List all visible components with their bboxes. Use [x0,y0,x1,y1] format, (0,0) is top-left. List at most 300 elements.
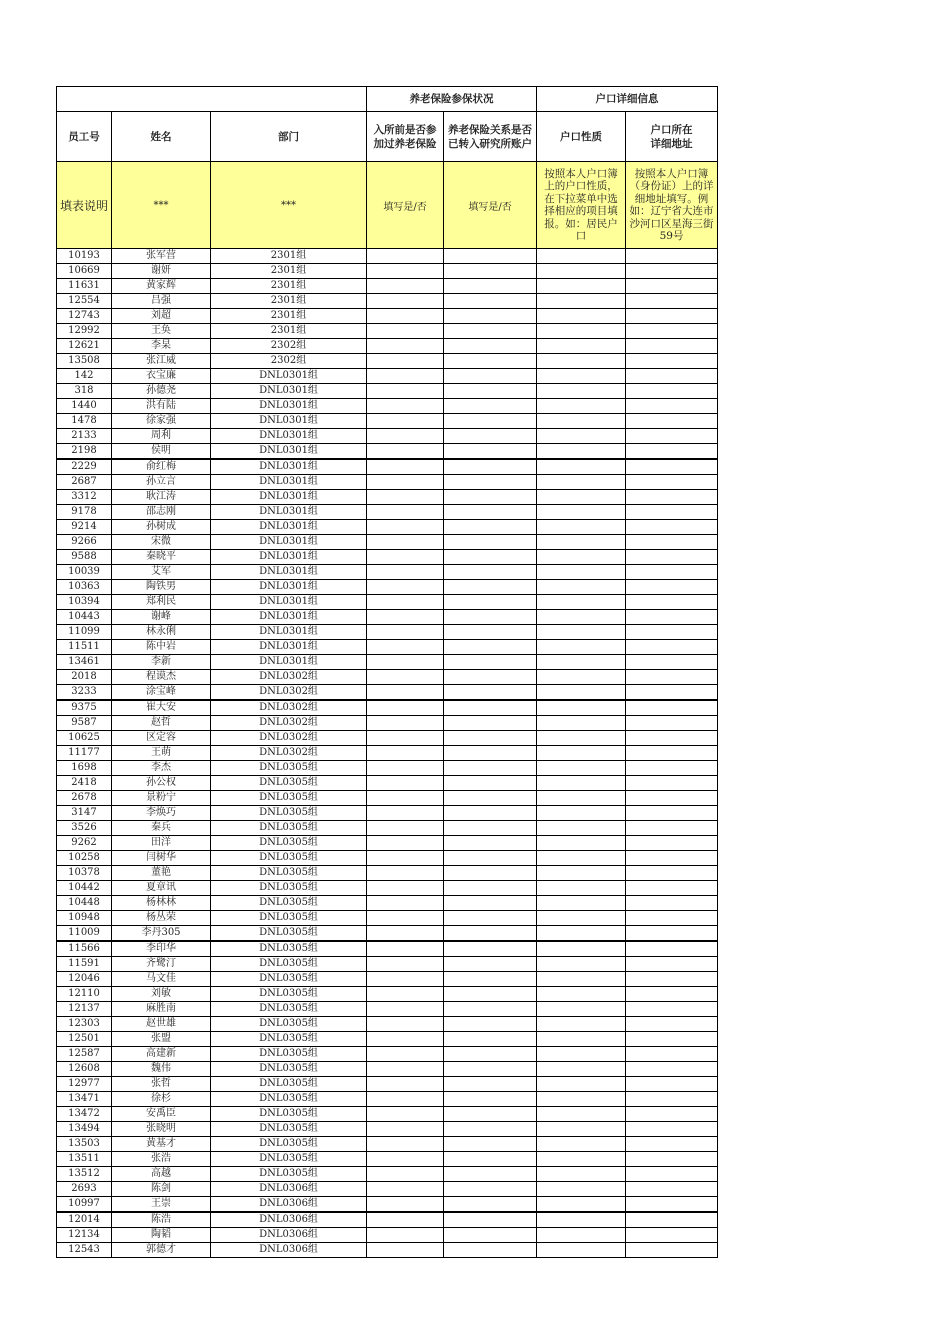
pension-before-cell[interactable] [367,535,444,550]
hukou-address-cell[interactable] [626,1137,718,1152]
hukou-address-cell[interactable] [626,685,718,701]
pension-before-cell[interactable] [367,294,444,309]
hukou-address-cell[interactable] [626,1002,718,1017]
pension-before-cell[interactable] [367,1092,444,1107]
pension-transfer-cell[interactable] [444,324,537,339]
pension-transfer-cell[interactable] [444,580,537,595]
dept-cell[interactable]: DNL0301组 [211,550,367,565]
hukou-address-cell[interactable] [626,911,718,926]
name-cell[interactable]: 张江威 [112,354,211,369]
dept-cell[interactable]: DNL0305组 [211,1107,367,1122]
pension-transfer-cell[interactable] [444,505,537,520]
hukou-type-cell[interactable] [537,475,626,490]
name-cell[interactable]: 侯明 [112,444,211,460]
name-cell[interactable]: 李杰 [112,761,211,776]
dept-cell[interactable]: 2302组 [211,354,367,369]
dept-cell[interactable]: 2301组 [211,294,367,309]
pension-transfer-cell[interactable] [444,444,537,460]
hukou-address-cell[interactable] [626,610,718,625]
name-cell[interactable]: 谢妍 [112,264,211,279]
hukou-address-cell[interactable] [626,1092,718,1107]
hukou-address-cell[interactable] [626,294,718,309]
hukou-address-cell[interactable] [626,490,718,505]
id-cell[interactable]: 12014 [57,1212,112,1228]
hukou-type-cell[interactable] [537,1032,626,1047]
name-cell[interactable]: 程谟杰 [112,670,211,685]
id-cell[interactable]: 9178 [57,505,112,520]
pension-before-cell[interactable] [367,249,444,264]
pension-before-cell[interactable] [367,941,444,957]
hukou-address-cell[interactable] [626,761,718,776]
hukou-type-cell[interactable] [537,821,626,836]
dept-cell[interactable]: DNL0305组 [211,791,367,806]
pension-before-cell[interactable] [367,957,444,972]
pension-before-cell[interactable] [367,1228,444,1243]
hukou-type-cell[interactable] [537,625,626,640]
hukou-type-cell[interactable] [537,399,626,414]
pension-before-cell[interactable] [367,1032,444,1047]
dept-cell[interactable]: DNL0301组 [211,369,367,384]
pension-before-cell[interactable] [367,279,444,294]
hukou-address-cell[interactable] [626,459,718,475]
hukou-type-cell[interactable] [537,1107,626,1122]
hukou-type-cell[interactable] [537,881,626,896]
hukou-type-cell[interactable] [537,1197,626,1213]
id-cell[interactable]: 11009 [57,926,112,942]
dept-cell[interactable]: DNL0301组 [211,580,367,595]
id-cell[interactable]: 2229 [57,459,112,475]
hukou-type-cell[interactable] [537,505,626,520]
pension-before-cell[interactable] [367,806,444,821]
hukou-type-cell[interactable] [537,1137,626,1152]
id-cell[interactable]: 9214 [57,520,112,535]
dept-cell[interactable]: DNL0301组 [211,384,367,399]
id-cell[interactable]: 10948 [57,911,112,926]
name-cell[interactable]: 徐家强 [112,414,211,429]
hukou-address-cell[interactable] [626,339,718,354]
pension-transfer-cell[interactable] [444,264,537,279]
pension-before-cell[interactable] [367,475,444,490]
hukou-address-cell[interactable] [626,1017,718,1032]
hukou-address-cell[interactable] [626,1152,718,1167]
pension-transfer-cell[interactable] [444,685,537,701]
hukou-type-cell[interactable] [537,1077,626,1092]
name-cell[interactable]: 秦晓平 [112,550,211,565]
pension-transfer-cell[interactable] [444,520,537,535]
pension-before-cell[interactable] [367,429,444,444]
id-cell[interactable]: 12587 [57,1047,112,1062]
name-cell[interactable]: 张军营 [112,249,211,264]
dept-cell[interactable]: DNL0301组 [211,459,367,475]
hukou-type-cell[interactable] [537,972,626,987]
pension-before-cell[interactable] [367,595,444,610]
id-cell[interactable]: 3233 [57,685,112,701]
dept-cell[interactable]: DNL0306组 [211,1243,367,1258]
hukou-type-cell[interactable] [537,565,626,580]
dept-cell[interactable]: DNL0302组 [211,670,367,685]
pension-transfer-cell[interactable] [444,700,537,716]
pension-transfer-cell[interactable] [444,1243,537,1258]
name-cell[interactable]: 崔大安 [112,700,211,716]
header-hukou-group[interactable]: 户口详细信息 [537,87,718,112]
id-cell[interactable]: 3526 [57,821,112,836]
pension-transfer-cell[interactable] [444,294,537,309]
dept-cell[interactable]: DNL0305组 [211,806,367,821]
id-cell[interactable]: 12110 [57,987,112,1002]
name-cell[interactable]: 景粉宁 [112,791,211,806]
hukou-address-cell[interactable] [626,550,718,565]
hukou-address-cell[interactable] [626,384,718,399]
hukou-address-cell[interactable] [626,595,718,610]
id-cell[interactable]: 10442 [57,881,112,896]
hukou-type-cell[interactable] [537,369,626,384]
pension-before-cell[interactable] [367,1167,444,1182]
pension-transfer-cell[interactable] [444,459,537,475]
name-cell[interactable]: 陈中岩 [112,640,211,655]
header-pension-before[interactable] [367,112,444,162]
hukou-type-cell[interactable] [537,1182,626,1197]
hukou-address-cell[interactable] [626,640,718,655]
id-cell[interactable]: 2418 [57,776,112,791]
pension-transfer-cell[interactable] [444,716,537,731]
instructions-pension-transfer[interactable]: 填写是/否 [444,162,537,249]
pension-transfer-cell[interactable] [444,354,537,369]
name-cell[interactable]: 陈剑 [112,1182,211,1197]
dept-cell[interactable]: DNL0301组 [211,429,367,444]
id-cell[interactable]: 10669 [57,264,112,279]
name-cell[interactable]: 杨林林 [112,896,211,911]
id-cell[interactable]: 2198 [57,444,112,460]
dept-cell[interactable]: DNL0301组 [211,475,367,490]
pension-before-cell[interactable] [367,716,444,731]
id-cell[interactable]: 12743 [57,309,112,324]
dept-cell[interactable]: DNL0305组 [211,1032,367,1047]
dept-cell[interactable]: 2301组 [211,324,367,339]
id-cell[interactable]: 12303 [57,1017,112,1032]
pension-transfer-cell[interactable] [444,1212,537,1228]
pension-before-cell[interactable] [367,791,444,806]
id-cell[interactable]: 9375 [57,700,112,716]
hukou-type-cell[interactable] [537,1152,626,1167]
id-cell[interactable]: 11591 [57,957,112,972]
pension-before-cell[interactable] [367,851,444,866]
instructions-hukou-type[interactable]: 按照本人户口簿上的户口性质，在下拉菜单中选择相应的项目填报。如：居民户口 [537,162,626,249]
header-blank-cell[interactable] [57,87,367,112]
name-cell[interactable]: 孙公权 [112,776,211,791]
name-cell[interactable]: 邵志刚 [112,505,211,520]
pension-before-cell[interactable] [367,1077,444,1092]
pension-transfer-cell[interactable] [444,1092,537,1107]
hukou-address-cell[interactable] [626,1197,718,1213]
id-cell[interactable]: 12543 [57,1243,112,1258]
hukou-type-cell[interactable] [537,731,626,746]
pension-before-cell[interactable] [367,520,444,535]
hukou-address-cell[interactable] [626,972,718,987]
pension-before-cell[interactable] [367,324,444,339]
hukou-type-cell[interactable] [537,354,626,369]
id-cell[interactable]: 12977 [57,1077,112,1092]
hukou-address-cell[interactable] [626,444,718,460]
name-cell[interactable]: 衣宝廉 [112,369,211,384]
pension-before-cell[interactable] [367,1002,444,1017]
id-cell[interactable]: 13508 [57,354,112,369]
pension-before-cell[interactable] [367,987,444,1002]
name-cell[interactable]: 李焕巧 [112,806,211,821]
id-cell[interactable]: 12608 [57,1062,112,1077]
instructions-label[interactable]: 填表说明 [57,162,112,249]
pension-transfer-cell[interactable] [444,429,537,444]
pension-transfer-cell[interactable] [444,339,537,354]
dept-cell[interactable]: DNL0305组 [211,926,367,942]
pension-transfer-cell[interactable] [444,1197,537,1213]
hukou-address-cell[interactable] [626,1228,718,1243]
hukou-address-cell[interactable] [626,1122,718,1137]
name-cell[interactable]: 吕强 [112,294,211,309]
name-cell[interactable]: 涂宝峰 [112,685,211,701]
pension-transfer-cell[interactable] [444,1107,537,1122]
name-cell[interactable]: 李杲 [112,339,211,354]
hukou-type-cell[interactable] [537,776,626,791]
hukou-address-cell[interactable] [626,866,718,881]
hukou-address-cell[interactable] [626,309,718,324]
pension-before-cell[interactable] [367,369,444,384]
hukou-address-cell[interactable] [626,429,718,444]
hukou-address-cell[interactable] [626,399,718,414]
id-cell[interactable]: 11099 [57,625,112,640]
name-cell[interactable]: 艾军 [112,565,211,580]
dept-cell[interactable]: 2301组 [211,249,367,264]
dept-cell[interactable]: DNL0302组 [211,685,367,701]
hukou-type-cell[interactable] [537,926,626,942]
id-cell[interactable]: 10448 [57,896,112,911]
pension-transfer-cell[interactable] [444,1047,537,1062]
hukou-type-cell[interactable] [537,550,626,565]
pension-before-cell[interactable] [367,1062,444,1077]
id-cell[interactable]: 2678 [57,791,112,806]
hukou-type-cell[interactable] [537,595,626,610]
name-cell[interactable]: 马文佳 [112,972,211,987]
dept-cell[interactable]: DNL0306组 [211,1197,367,1213]
name-cell[interactable]: 安禹臣 [112,1107,211,1122]
pension-transfer-cell[interactable] [444,1002,537,1017]
pension-before-cell[interactable] [367,1047,444,1062]
instructions-dept[interactable]: *** [211,162,367,249]
pension-transfer-cell[interactable] [444,881,537,896]
dept-cell[interactable]: DNL0305组 [211,1152,367,1167]
pension-transfer-cell[interactable] [444,475,537,490]
dept-cell[interactable]: DNL0305组 [211,957,367,972]
pension-transfer-cell[interactable] [444,279,537,294]
name-cell[interactable]: 王奂 [112,324,211,339]
pension-transfer-cell[interactable] [444,565,537,580]
hukou-type-cell[interactable] [537,1062,626,1077]
pension-transfer-cell[interactable] [444,490,537,505]
name-cell[interactable]: 王崇 [112,1197,211,1213]
dept-cell[interactable]: DNL0301组 [211,535,367,550]
pension-transfer-cell[interactable] [444,1182,537,1197]
hukou-type-cell[interactable] [537,685,626,701]
name-cell[interactable]: 张盟 [112,1032,211,1047]
pension-before-cell[interactable] [367,776,444,791]
name-cell[interactable]: 刘超 [112,309,211,324]
id-cell[interactable]: 9587 [57,716,112,731]
hukou-address-cell[interactable] [626,279,718,294]
id-cell[interactable]: 11566 [57,941,112,957]
dept-cell[interactable]: DNL0305组 [211,1122,367,1137]
pension-transfer-cell[interactable] [444,1152,537,1167]
id-cell[interactable]: 10039 [57,565,112,580]
hukou-address-cell[interactable] [626,1077,718,1092]
pension-before-cell[interactable] [367,580,444,595]
id-cell[interactable]: 13503 [57,1137,112,1152]
header-employee-id[interactable]: 员工号 [57,112,112,162]
pension-transfer-cell[interactable] [444,896,537,911]
pension-transfer-cell[interactable] [444,731,537,746]
id-cell[interactable]: 2018 [57,670,112,685]
pension-transfer-cell[interactable] [444,399,537,414]
id-cell[interactable]: 13472 [57,1107,112,1122]
hukou-type-cell[interactable] [537,444,626,460]
id-cell[interactable]: 142 [57,369,112,384]
dept-cell[interactable]: DNL0306组 [211,1182,367,1197]
dept-cell[interactable]: DNL0305组 [211,1017,367,1032]
dept-cell[interactable]: DNL0305组 [211,866,367,881]
dept-cell[interactable]: DNL0305组 [211,987,367,1002]
hukou-type-cell[interactable] [537,249,626,264]
hukou-address-cell[interactable] [626,926,718,942]
name-cell[interactable]: 赵世雄 [112,1017,211,1032]
hukou-address-cell[interactable] [626,731,718,746]
hukou-address-cell[interactable] [626,836,718,851]
name-cell[interactable]: 洪有陆 [112,399,211,414]
name-cell[interactable]: 杨丛荣 [112,911,211,926]
pension-before-cell[interactable] [367,414,444,429]
dept-cell[interactable]: DNL0305组 [211,896,367,911]
pension-before-cell[interactable] [367,459,444,475]
hukou-address-cell[interactable] [626,1182,718,1197]
hukou-type-cell[interactable] [537,610,626,625]
pension-before-cell[interactable] [367,881,444,896]
id-cell[interactable]: 2693 [57,1182,112,1197]
dept-cell[interactable]: DNL0305组 [211,1002,367,1017]
name-cell[interactable]: 张晓明 [112,1122,211,1137]
pension-transfer-cell[interactable] [444,595,537,610]
pension-before-cell[interactable] [367,640,444,655]
name-cell[interactable]: 孙树成 [112,520,211,535]
pension-transfer-cell[interactable] [444,866,537,881]
hukou-address-cell[interactable] [626,791,718,806]
hukou-type-cell[interactable] [537,941,626,957]
id-cell[interactable]: 10258 [57,851,112,866]
hukou-address-cell[interactable] [626,249,718,264]
name-cell[interactable]: 张浩 [112,1152,211,1167]
dept-cell[interactable]: DNL0305组 [211,1062,367,1077]
id-cell[interactable]: 12621 [57,339,112,354]
hukou-address-cell[interactable] [626,941,718,957]
id-cell[interactable]: 3312 [57,490,112,505]
name-cell[interactable]: 高建新 [112,1047,211,1062]
hukou-type-cell[interactable] [537,670,626,685]
hukou-address-cell[interactable] [626,716,718,731]
id-cell[interactable]: 13512 [57,1167,112,1182]
pension-transfer-cell[interactable] [444,911,537,926]
hukou-type-cell[interactable] [537,1122,626,1137]
id-cell[interactable]: 11511 [57,640,112,655]
hukou-type-cell[interactable] [537,655,626,670]
hukou-type-cell[interactable] [537,716,626,731]
pension-transfer-cell[interactable] [444,369,537,384]
pension-before-cell[interactable] [367,1152,444,1167]
dept-cell[interactable]: DNL0306组 [211,1212,367,1228]
hukou-type-cell[interactable] [537,1047,626,1062]
pension-transfer-cell[interactable] [444,535,537,550]
header-department[interactable]: 部门 [211,112,367,162]
id-cell[interactable]: 10443 [57,610,112,625]
dept-cell[interactable]: DNL0305组 [211,1167,367,1182]
dept-cell[interactable]: DNL0305组 [211,972,367,987]
pension-transfer-cell[interactable] [444,1077,537,1092]
instructions-name[interactable]: *** [112,162,211,249]
dept-cell[interactable]: DNL0301组 [211,505,367,520]
name-cell[interactable]: 区定容 [112,731,211,746]
id-cell[interactable]: 10193 [57,249,112,264]
pension-transfer-cell[interactable] [444,926,537,942]
name-cell[interactable]: 王萌 [112,746,211,761]
pension-before-cell[interactable] [367,1243,444,1258]
hukou-type-cell[interactable] [537,279,626,294]
hukou-address-cell[interactable] [626,580,718,595]
dept-cell[interactable]: DNL0305组 [211,1047,367,1062]
id-cell[interactable]: 12554 [57,294,112,309]
pension-before-cell[interactable] [367,821,444,836]
header-pension-group[interactable]: 养老保险参保状况 [367,87,537,112]
dept-cell[interactable]: DNL0301组 [211,520,367,535]
pension-before-cell[interactable] [367,339,444,354]
hukou-address-cell[interactable] [626,354,718,369]
pension-transfer-cell[interactable] [444,1228,537,1243]
id-cell[interactable]: 1440 [57,399,112,414]
pension-transfer-cell[interactable] [444,249,537,264]
dept-cell[interactable]: DNL0302组 [211,746,367,761]
id-cell[interactable]: 2687 [57,475,112,490]
hukou-type-cell[interactable] [537,896,626,911]
name-cell[interactable]: 孙德尧 [112,384,211,399]
name-cell[interactable]: 陶铁男 [112,580,211,595]
hukou-type-cell[interactable] [537,294,626,309]
hukou-address-cell[interactable] [626,369,718,384]
dept-cell[interactable]: DNL0305组 [211,881,367,896]
name-cell[interactable]: 高越 [112,1167,211,1182]
name-cell[interactable]: 林永俐 [112,625,211,640]
hukou-address-cell[interactable] [626,520,718,535]
pension-before-cell[interactable] [367,896,444,911]
hukou-type-cell[interactable] [537,1212,626,1228]
instructions-hukou-address[interactable]: 按照本人户口簿（身份证）上的详细地址填写。例如：辽宁省大连市沙河口区星海三街59号 [626,162,718,249]
dept-cell[interactable]: DNL0306组 [211,1228,367,1243]
dept-cell[interactable]: DNL0305组 [211,911,367,926]
id-cell[interactable]: 10394 [57,595,112,610]
id-cell[interactable]: 9588 [57,550,112,565]
pension-transfer-cell[interactable] [444,1017,537,1032]
pension-transfer-cell[interactable] [444,1032,537,1047]
dept-cell[interactable]: DNL0305组 [211,851,367,866]
hukou-address-cell[interactable] [626,565,718,580]
hukou-type-cell[interactable] [537,746,626,761]
dept-cell[interactable]: DNL0305组 [211,821,367,836]
pension-before-cell[interactable] [367,700,444,716]
dept-cell[interactable]: DNL0301组 [211,565,367,580]
hukou-type-cell[interactable] [537,490,626,505]
